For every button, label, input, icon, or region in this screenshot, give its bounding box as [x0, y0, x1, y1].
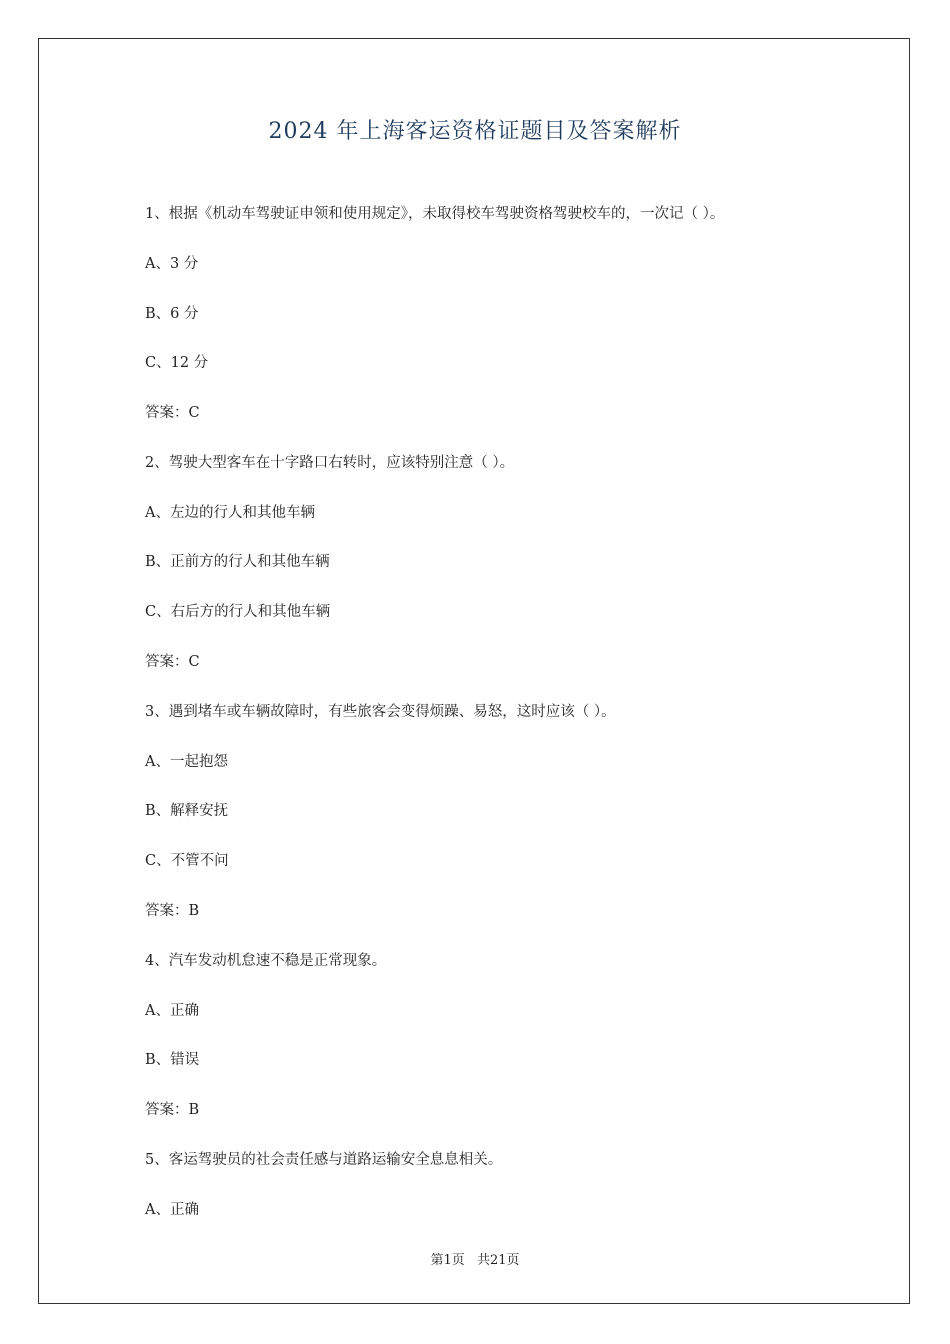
- question-1-option-b: B、6 分: [145, 306, 199, 322]
- question-4-option-b: B、错误: [145, 1052, 200, 1068]
- question-3: 3、遇到堵车或车辆故障时，有些旅客会变得烦躁、易怒，这时应该（ ）。: [145, 704, 616, 720]
- question-2: 2、驾驶大型客车在十字路口右转时，应该特别注意（ ）。: [145, 455, 515, 471]
- page-number: 第1页: [430, 1253, 465, 1268]
- question-5: 5、客运驾驶员的社会责任感与道路运输安全息息相关。: [145, 1152, 503, 1168]
- question-1-answer: 答案：C: [145, 405, 200, 421]
- question-2-option-c: C、右后方的行人和其他车辆: [145, 604, 331, 620]
- question-5-option-a: A、正确: [145, 1202, 199, 1218]
- question-2-answer: 答案：C: [145, 654, 200, 670]
- question-4-answer: 答案：B: [145, 1102, 200, 1118]
- question-4-option-a: A、正确: [145, 1003, 199, 1019]
- question-1: 1、根据《机动车驾驶证申领和使用规定》，未取得校车驾驶资格驾驶校车的，一次记（ ）。: [145, 206, 725, 222]
- page-footer: [0, 1249, 950, 1268]
- question-3-answer: 答案：B: [145, 903, 200, 919]
- question-3-option-c: C、不管不问: [145, 853, 229, 869]
- question-1-option-c: C、12 分: [145, 355, 209, 371]
- question-3-option-b: B、解释安抚: [145, 803, 229, 819]
- question-2-option-b: B、正前方的行人和其他车辆: [145, 554, 330, 570]
- question-2-option-a: A、左边的行人和其他车辆: [145, 505, 315, 521]
- question-4: 4、汽车发动机怠速不稳是正常现象。: [145, 953, 387, 969]
- page-total: 共21页: [476, 1253, 520, 1268]
- question-3-option-a: A、一起抱怨: [145, 754, 228, 770]
- question-1-option-a: A、3 分: [145, 256, 199, 272]
- document-title: 2024 年上海客运资格证题目及答案解析: [268, 119, 682, 144]
